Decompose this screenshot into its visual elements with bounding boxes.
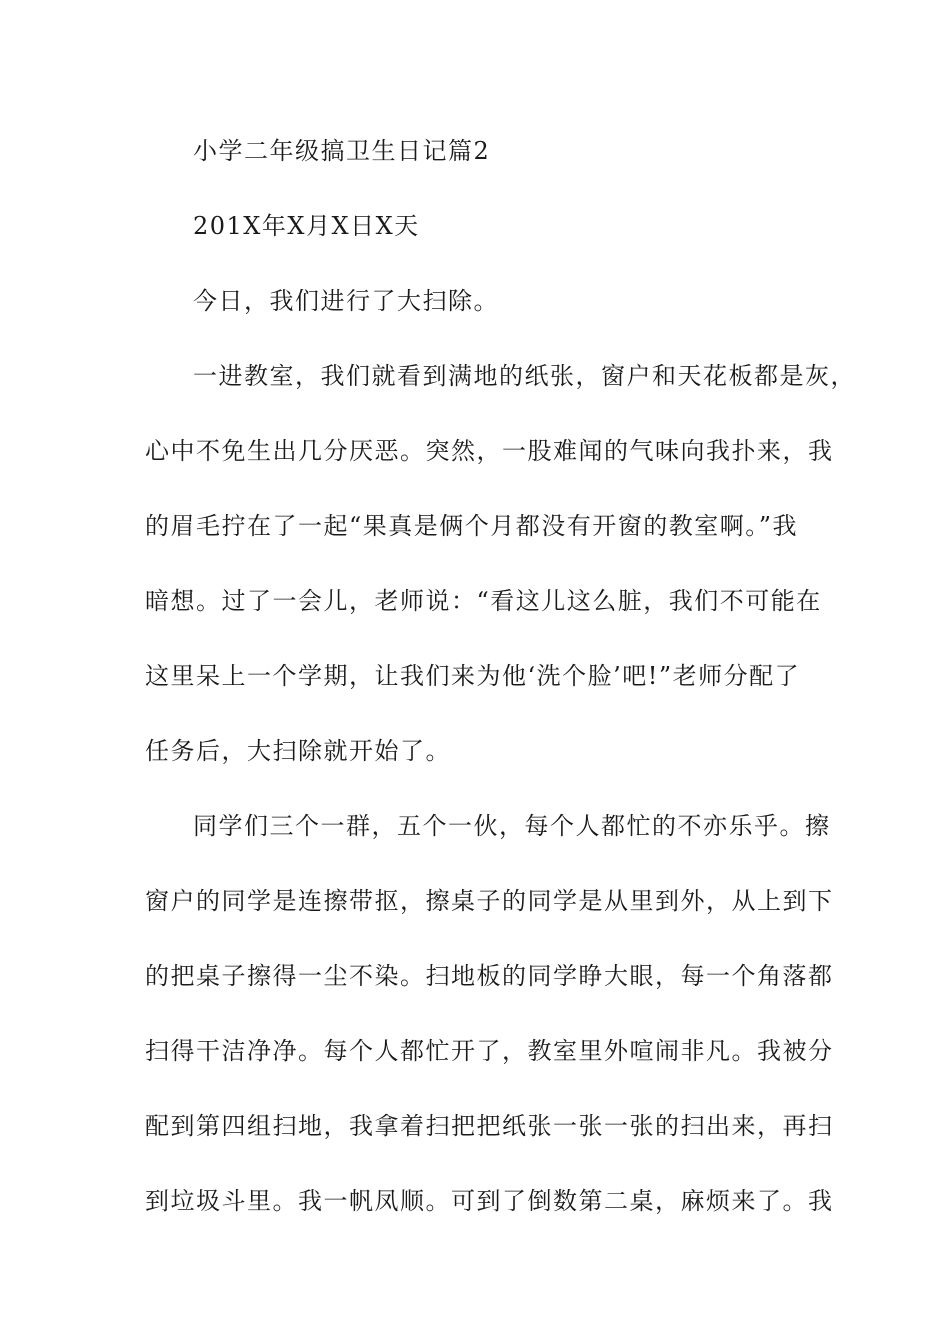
paragraph-line: 配到第四组扫地，我拿着扫把把纸张一张一张的扫出来，再扫: [145, 1112, 834, 1140]
paragraph-line: 今日，我们进行了大扫除。: [193, 287, 499, 315]
paragraph-line: 心中不免生出几分厌恶。突然，一股难闻的气味向我扑来，我: [145, 437, 834, 465]
paragraph-line: 到垃圾斗里。我一帆凤顺。可到了倒数第二桌，麻烦来了。我: [145, 1187, 834, 1215]
document-title: 小学二年级搞卫生日记篇2: [193, 137, 491, 165]
paragraph-line: 窗户的同学是连擦带抠，擦桌子的同学是从里到外，从上到下: [145, 887, 834, 915]
paragraph-line: 同学们三个一群，五个一伙，每个人都忙的不亦乐乎。擦: [193, 812, 831, 840]
paragraph-line: 这里呆上一个学期，让我们来为他‘洗个脸’吧!”老师分配了: [145, 662, 801, 690]
paragraph-line: 扫得干洁净净。每个人都忙开了，教室里外喧闹非凡。我被分: [145, 1037, 834, 1065]
paragraph-line: 的眉毛拧在了一起“果真是俩个月都没有开窗的教室啊。”我: [145, 512, 799, 540]
paragraph-line: 一进教室，我们就看到满地的纸张，窗户和天花板都是灰，: [193, 362, 856, 390]
paragraph-line: 任务后，大扫除就开始了。: [145, 737, 451, 765]
paragraph-line: 暗想。过了一会儿，老师说：“看这儿这么脏，我们不可能在: [145, 587, 822, 615]
document-date: 201X年X月X日X天: [193, 212, 420, 240]
paragraph-line: 的把桌子擦得一尘不染。扫地板的同学睁大眼，每一个角落都: [145, 962, 834, 990]
